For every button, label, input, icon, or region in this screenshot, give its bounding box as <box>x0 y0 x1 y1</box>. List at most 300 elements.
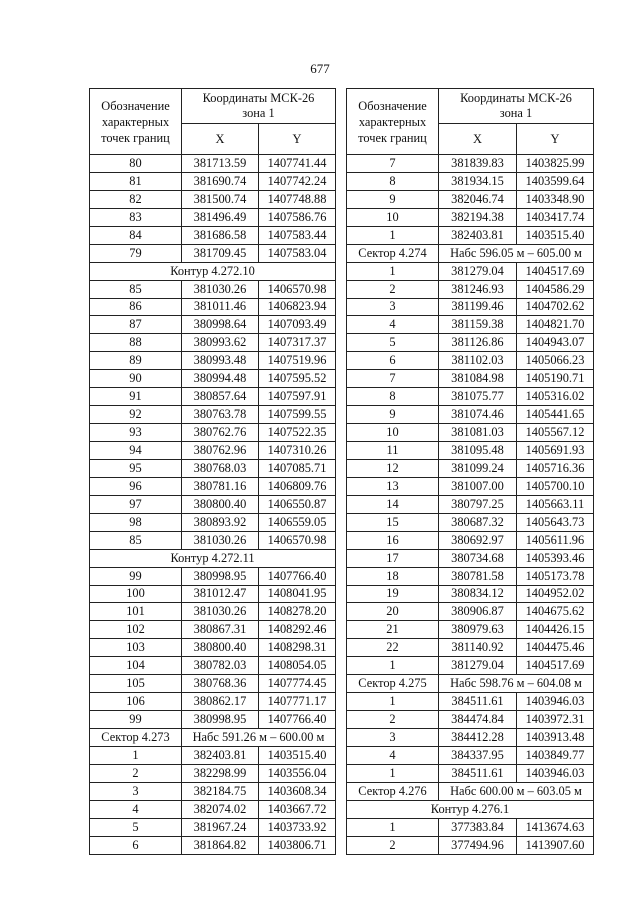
x-coordinate: 381011.46 <box>182 298 259 316</box>
x-coordinate: 381030.26 <box>182 280 259 298</box>
x-coordinate: 380893.92 <box>182 513 259 531</box>
table-row <box>90 352 336 370</box>
table-row <box>347 155 594 173</box>
y-coordinate: 1407586.76 <box>259 208 336 226</box>
x-coordinate: 380834.12 <box>439 585 517 603</box>
table-row <box>90 477 336 495</box>
x-coordinate: 380768.03 <box>182 459 259 477</box>
x-coordinate: 380993.62 <box>182 334 259 352</box>
point-label: 5 <box>90 818 182 836</box>
point-label: 1 <box>347 693 439 711</box>
sector-row <box>347 675 594 693</box>
point-label: 101 <box>90 603 182 621</box>
table-row <box>347 172 594 190</box>
sector-row <box>90 729 336 747</box>
x-coordinate: 382184.75 <box>182 782 259 800</box>
point-label: 17 <box>347 549 439 567</box>
y-coordinate: 1403608.34 <box>259 782 336 800</box>
point-label: 93 <box>90 424 182 442</box>
table-row <box>90 316 336 334</box>
point-label: 9 <box>347 406 439 424</box>
elevation-range: Набс 596.05 м – 605.00 м <box>439 244 594 262</box>
table-row <box>347 764 594 782</box>
y-coordinate: 1405611.96 <box>517 531 594 549</box>
point-label: 19 <box>347 585 439 603</box>
y-coordinate: 1407766.40 <box>259 711 336 729</box>
y-coordinate: 1405173.78 <box>517 567 594 585</box>
table-row <box>347 298 594 316</box>
x-coordinate: 381095.48 <box>439 442 517 460</box>
x-coordinate: 380762.96 <box>182 442 259 460</box>
point-label: 94 <box>90 442 182 460</box>
x-coordinate: 380867.31 <box>182 621 259 639</box>
y-coordinate: 1413674.63 <box>517 818 594 836</box>
y-coordinate: 1407583.04 <box>259 244 336 262</box>
x-coordinate: 381864.82 <box>182 836 259 854</box>
point-label: 87 <box>90 316 182 334</box>
point-label: 14 <box>347 495 439 513</box>
table-row <box>90 621 336 639</box>
point-label: 99 <box>90 711 182 729</box>
y-coordinate: 1403972.31 <box>517 711 594 729</box>
coordinates-table-right <box>346 88 594 855</box>
y-coordinate: 1404702.62 <box>517 298 594 316</box>
x-coordinate: 384474.84 <box>439 711 517 729</box>
y-coordinate: 1404952.02 <box>517 585 594 603</box>
x-coordinate: 381686.58 <box>182 226 259 244</box>
table-row <box>347 746 594 764</box>
y-coordinate: 1407597.91 <box>259 388 336 406</box>
point-label: 3 <box>347 298 439 316</box>
x-coordinate: 377383.84 <box>439 818 517 836</box>
point-label: 102 <box>90 621 182 639</box>
x-coordinate: 377494.96 <box>439 836 517 854</box>
point-label-header-line: Обозначение <box>101 98 170 113</box>
table-row <box>347 603 594 621</box>
y-coordinate: 1404517.69 <box>517 657 594 675</box>
point-label: 97 <box>90 495 182 513</box>
point-label: 13 <box>347 477 439 495</box>
table-row <box>90 208 336 226</box>
table-row <box>347 818 594 836</box>
point-label: 3 <box>347 729 439 747</box>
y-coordinate: 1405567.12 <box>517 424 594 442</box>
elevation-range: Набс 598.76 м – 604.08 м <box>439 675 594 693</box>
table-row <box>347 226 594 244</box>
x-coordinate: 381496.49 <box>182 208 259 226</box>
x-coordinate: 381713.59 <box>182 155 259 173</box>
x-coordinate: 380800.40 <box>182 639 259 657</box>
x-coordinate: 380857.64 <box>182 388 259 406</box>
y-coordinate: 1403946.03 <box>517 764 594 782</box>
contour-label: Контур 4.272.10 <box>90 262 336 280</box>
table-row <box>347 621 594 639</box>
x-coordinate: 381030.26 <box>182 531 259 549</box>
y-coordinate: 1405316.02 <box>517 388 594 406</box>
y-coordinate: 1405700.10 <box>517 477 594 495</box>
table-row <box>90 155 336 173</box>
point-label: 92 <box>90 406 182 424</box>
table-row <box>347 406 594 424</box>
point-label: 95 <box>90 459 182 477</box>
point-label: 103 <box>90 639 182 657</box>
table-row <box>90 603 336 621</box>
table-row <box>347 316 594 334</box>
table-row <box>90 746 336 764</box>
x-coordinate: 381081.03 <box>439 424 517 442</box>
y-coordinate: 1404475.46 <box>517 639 594 657</box>
point-label: 79 <box>90 244 182 262</box>
contour-row <box>90 549 336 567</box>
point-label: 86 <box>90 298 182 316</box>
point-label: 85 <box>90 280 182 298</box>
point-label: 6 <box>90 836 182 854</box>
x-coordinate: 381279.04 <box>439 262 517 280</box>
y-coordinate: 1404426.15 <box>517 621 594 639</box>
point-label: 106 <box>90 693 182 711</box>
x-coordinate: 380979.63 <box>439 621 517 639</box>
y-coordinate: 1404586.29 <box>517 280 594 298</box>
x-coordinate: 380797.25 <box>439 495 517 513</box>
x-coordinate: 381690.74 <box>182 172 259 190</box>
point-label: 3 <box>90 782 182 800</box>
x-coordinate: 381279.04 <box>439 657 517 675</box>
table-row <box>347 352 594 370</box>
coord-system-header-line: Координаты МСК-26 <box>460 91 572 105</box>
x-coordinate: 381967.24 <box>182 818 259 836</box>
point-label: 16 <box>347 531 439 549</box>
table-row <box>90 172 336 190</box>
point-label: 81 <box>90 172 182 190</box>
x-coordinate: 380781.16 <box>182 477 259 495</box>
x-coordinate: 384412.28 <box>439 729 517 747</box>
sector-label: Сектор 4.274 <box>347 244 439 262</box>
y-coordinate: 1406570.98 <box>259 280 336 298</box>
table-row <box>90 388 336 406</box>
x-coordinate: 381246.93 <box>439 280 517 298</box>
point-label: 104 <box>90 657 182 675</box>
x-coordinate: 381007.00 <box>439 477 517 495</box>
y-coordinate: 1403825.99 <box>517 155 594 173</box>
point-label: 2 <box>90 764 182 782</box>
x-coordinate: 380906.87 <box>439 603 517 621</box>
table-row <box>90 459 336 477</box>
sector-label: Сектор 4.273 <box>90 729 182 747</box>
table-row <box>347 477 594 495</box>
point-label: 100 <box>90 585 182 603</box>
table-row <box>90 190 336 208</box>
y-coordinate: 1406809.76 <box>259 477 336 495</box>
x-coordinate: 381199.46 <box>439 298 517 316</box>
y-coordinate: 1403599.64 <box>517 172 594 190</box>
x-coordinate: 380800.40 <box>182 495 259 513</box>
table-row <box>347 280 594 298</box>
y-coordinate: 1403913.48 <box>517 729 594 747</box>
point-label: 96 <box>90 477 182 495</box>
table-row <box>347 585 594 603</box>
table-row <box>347 190 594 208</box>
table-row <box>347 388 594 406</box>
y-coordinate: 1407085.71 <box>259 459 336 477</box>
table-row <box>347 424 594 442</box>
y-coordinate: 1407522.35 <box>259 424 336 442</box>
point-label: 2 <box>347 711 439 729</box>
y-coordinate: 1403348.90 <box>517 190 594 208</box>
coord-system-header-line: зона 1 <box>499 106 533 120</box>
table-row <box>347 334 594 352</box>
x-coordinate: 381126.86 <box>439 334 517 352</box>
point-label: 1 <box>347 818 439 836</box>
y-coordinate: 1406550.87 <box>259 495 336 513</box>
table-row <box>90 836 336 854</box>
table-row <box>90 639 336 657</box>
x-coordinate: 381074.46 <box>439 406 517 424</box>
point-label: 91 <box>90 388 182 406</box>
y-coordinate: 1403417.74 <box>517 208 594 226</box>
point-label: 89 <box>90 352 182 370</box>
y-coordinate: 1406570.98 <box>259 531 336 549</box>
point-label: 21 <box>347 621 439 639</box>
y-coordinate: 1408292.46 <box>259 621 336 639</box>
point-label: 11 <box>347 442 439 460</box>
point-label: 85 <box>90 531 182 549</box>
x-coordinate: 382403.81 <box>182 746 259 764</box>
x-coordinate: 381030.26 <box>182 603 259 621</box>
table-row <box>90 334 336 352</box>
point-label: 1 <box>347 764 439 782</box>
y-coordinate: 1407595.52 <box>259 370 336 388</box>
coord-system-header <box>439 89 594 124</box>
coord-system-header-line: Координаты МСК-26 <box>202 91 315 105</box>
contour-row <box>90 262 336 280</box>
x-coordinate: 382046.74 <box>439 190 517 208</box>
point-label: 6 <box>347 352 439 370</box>
table-row <box>90 585 336 603</box>
table-row <box>347 729 594 747</box>
point-label: 80 <box>90 155 182 173</box>
table-row <box>347 711 594 729</box>
table-row <box>90 567 336 585</box>
x-coordinate: 381102.03 <box>439 352 517 370</box>
y-coordinate: 1407742.24 <box>259 172 336 190</box>
point-label: 9 <box>347 190 439 208</box>
y-coordinate: 1406559.05 <box>259 513 336 531</box>
point-label: 1 <box>347 262 439 280</box>
table-row <box>347 567 594 585</box>
y-coordinate: 1403733.92 <box>259 818 336 836</box>
table-row <box>90 406 336 424</box>
table-row <box>90 442 336 460</box>
point-label: 2 <box>347 836 439 854</box>
table-row <box>90 226 336 244</box>
x-header: X <box>182 124 259 155</box>
y-coordinate: 1408278.20 <box>259 603 336 621</box>
x-header: X <box>439 124 517 155</box>
y-coordinate: 1407519.96 <box>259 352 336 370</box>
y-coordinate: 1403556.04 <box>259 764 336 782</box>
y-coordinate: 1407599.55 <box>259 406 336 424</box>
y-coordinate: 1407748.88 <box>259 190 336 208</box>
y-coordinate: 1408054.05 <box>259 657 336 675</box>
x-coordinate: 381075.77 <box>439 388 517 406</box>
y-coordinate: 1403806.71 <box>259 836 336 854</box>
point-label: 7 <box>347 370 439 388</box>
point-label: 4 <box>347 746 439 764</box>
point-label: 10 <box>347 208 439 226</box>
point-label: 15 <box>347 513 439 531</box>
y-header: Y <box>517 124 594 155</box>
y-coordinate: 1407771.17 <box>259 693 336 711</box>
x-coordinate: 381839.83 <box>439 155 517 173</box>
x-coordinate: 381709.45 <box>182 244 259 262</box>
point-label-header-line: характерных <box>101 114 170 129</box>
table-row <box>347 639 594 657</box>
table-row <box>347 657 594 675</box>
table-row <box>90 298 336 316</box>
coord-system-header-line: зона 1 <box>242 106 275 120</box>
point-label: 84 <box>90 226 182 244</box>
table-row <box>347 836 594 854</box>
y-coordinate: 1408298.31 <box>259 639 336 657</box>
x-coordinate: 380993.48 <box>182 352 259 370</box>
y-coordinate: 1407093.49 <box>259 316 336 334</box>
table-row <box>347 549 594 567</box>
table-row <box>90 782 336 800</box>
point-label: 83 <box>90 208 182 226</box>
table-row <box>90 693 336 711</box>
point-label-header-line: точек границ <box>101 130 170 145</box>
x-coordinate: 380763.78 <box>182 406 259 424</box>
x-coordinate: 384511.61 <box>439 764 517 782</box>
point-label: 20 <box>347 603 439 621</box>
table-row <box>90 424 336 442</box>
point-label: 2 <box>347 280 439 298</box>
y-coordinate: 1404675.62 <box>517 603 594 621</box>
y-coordinate: 1403849.77 <box>517 746 594 764</box>
x-coordinate: 382403.81 <box>439 226 517 244</box>
x-coordinate: 380768.36 <box>182 675 259 693</box>
x-coordinate: 381084.98 <box>439 370 517 388</box>
y-coordinate: 1407774.45 <box>259 675 336 693</box>
y-coordinate: 1405441.65 <box>517 406 594 424</box>
x-coordinate: 380687.32 <box>439 513 517 531</box>
coord-system-header <box>182 89 336 124</box>
point-label: 1 <box>90 746 182 764</box>
x-coordinate: 380762.76 <box>182 424 259 442</box>
table-row <box>347 459 594 477</box>
y-coordinate: 1403667.72 <box>259 800 336 818</box>
x-coordinate: 380862.17 <box>182 693 259 711</box>
point-label: 8 <box>347 388 439 406</box>
y-coordinate: 1404821.70 <box>517 316 594 334</box>
point-label: 18 <box>347 567 439 585</box>
table-row <box>90 280 336 298</box>
x-coordinate: 382074.02 <box>182 800 259 818</box>
point-label: 5 <box>347 334 439 352</box>
contour-row <box>347 800 594 818</box>
point-label: 105 <box>90 675 182 693</box>
sector-label: Сектор 4.275 <box>347 675 439 693</box>
page-number: 677 <box>310 61 330 76</box>
table-row <box>90 675 336 693</box>
y-coordinate: 1403946.03 <box>517 693 594 711</box>
y-coordinate: 1405643.73 <box>517 513 594 531</box>
y-coordinate: 1407583.44 <box>259 226 336 244</box>
table-row <box>347 370 594 388</box>
point-label: 98 <box>90 513 182 531</box>
y-coordinate: 1407310.26 <box>259 442 336 460</box>
y-coordinate: 1407741.44 <box>259 155 336 173</box>
y-header: Y <box>259 124 336 155</box>
x-coordinate: 381934.15 <box>439 172 517 190</box>
point-label: 4 <box>347 316 439 334</box>
table-row <box>90 657 336 675</box>
table-row <box>347 208 594 226</box>
table-row <box>90 513 336 531</box>
point-label: 8 <box>347 172 439 190</box>
point-label: 82 <box>90 190 182 208</box>
x-coordinate: 381500.74 <box>182 190 259 208</box>
point-label: 10 <box>347 424 439 442</box>
table-row <box>347 495 594 513</box>
y-coordinate: 1404943.07 <box>517 334 594 352</box>
table-row <box>90 244 336 262</box>
x-coordinate: 380692.97 <box>439 531 517 549</box>
x-coordinate: 381099.24 <box>439 459 517 477</box>
x-coordinate: 380994.48 <box>182 370 259 388</box>
x-coordinate: 382194.38 <box>439 208 517 226</box>
y-coordinate: 1403515.40 <box>517 226 594 244</box>
y-coordinate: 1405663.11 <box>517 495 594 513</box>
contour-label: Контур 4.276.1 <box>347 800 594 818</box>
x-coordinate: 381140.92 <box>439 639 517 657</box>
x-coordinate: 384337.95 <box>439 746 517 764</box>
sector-row <box>347 782 594 800</box>
elevation-range: Набс 600.00 м – 603.05 м <box>439 782 594 800</box>
x-coordinate: 384511.61 <box>439 693 517 711</box>
point-label: 22 <box>347 639 439 657</box>
x-coordinate: 380782.03 <box>182 657 259 675</box>
point-label: 4 <box>90 800 182 818</box>
sector-label: Сектор 4.276 <box>347 782 439 800</box>
x-coordinate: 381159.38 <box>439 316 517 334</box>
table-row <box>90 531 336 549</box>
point-label: 90 <box>90 370 182 388</box>
x-coordinate: 380998.95 <box>182 567 259 585</box>
point-label: 88 <box>90 334 182 352</box>
point-label: 7 <box>347 155 439 173</box>
point-label-header-line: Обозначение <box>358 98 427 113</box>
point-label: 1 <box>347 226 439 244</box>
y-coordinate: 1407766.40 <box>259 567 336 585</box>
y-coordinate: 1413907.60 <box>517 836 594 854</box>
y-coordinate: 1404517.69 <box>517 262 594 280</box>
y-coordinate: 1405393.46 <box>517 549 594 567</box>
contour-label: Контур 4.272.11 <box>90 549 336 567</box>
x-coordinate: 380998.64 <box>182 316 259 334</box>
y-coordinate: 1405066.23 <box>517 352 594 370</box>
point-label: 12 <box>347 459 439 477</box>
x-coordinate: 380734.68 <box>439 549 517 567</box>
elevation-range: Набс 591.26 м – 600.00 м <box>182 729 336 747</box>
point-label-header-line: характерных <box>358 114 427 129</box>
table-row <box>90 818 336 836</box>
y-coordinate: 1406823.94 <box>259 298 336 316</box>
x-coordinate: 382298.99 <box>182 764 259 782</box>
table-row <box>347 513 594 531</box>
point-label: 99 <box>90 567 182 585</box>
table-row <box>90 764 336 782</box>
